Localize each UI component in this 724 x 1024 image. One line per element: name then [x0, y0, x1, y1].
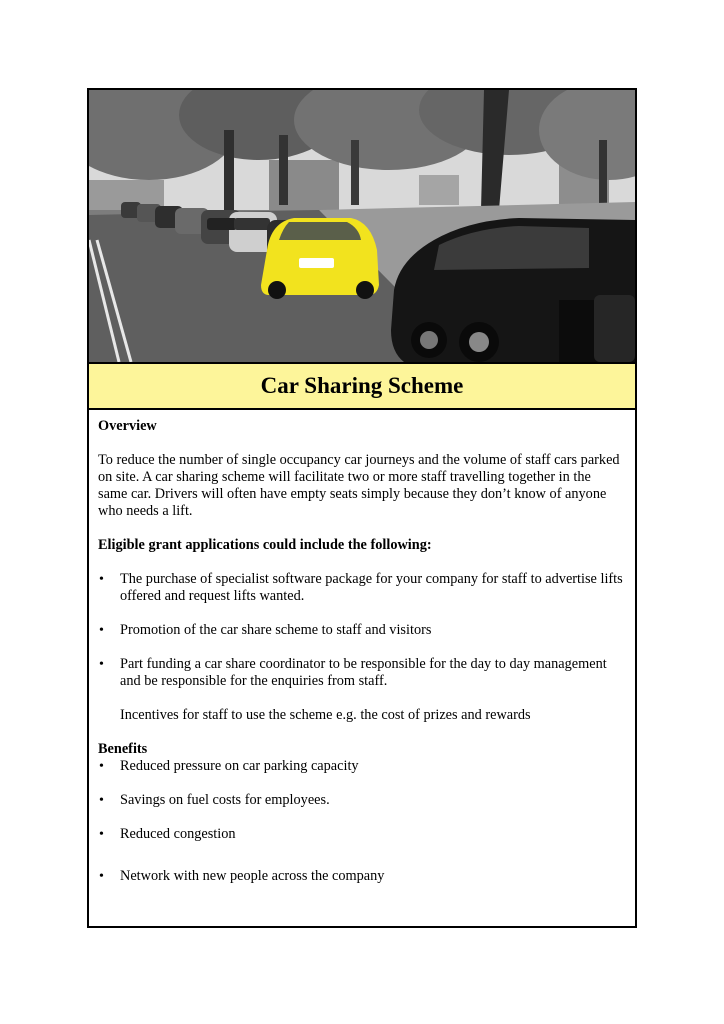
list-item: • Part funding a car share coordinator to be responsible for the day to day management and be responsible for the enquiries from staff. [98, 656, 623, 690]
street-parking-photo [89, 90, 635, 362]
list-item: • Reduced pressure on car parking capacity [98, 758, 623, 775]
eligible-list [98, 571, 623, 690]
page-title: Car Sharing Scheme [260, 373, 464, 398]
benefits-list [98, 758, 623, 885]
document-frame [87, 88, 637, 928]
list-item: • Network with new people across the company [98, 868, 623, 885]
overview-heading: Overview [98, 418, 157, 434]
list-item: • Savings on fuel costs for employees. [98, 792, 623, 809]
overview-body: To reduce the number of single occupancy car journeys and the volume of staff cars parked on site. A car sharing scheme will facilitate two or more staff travelling together in the same car. Drivers will often have empty seats simply because they don’t know of anyone who needs a lift. [98, 452, 620, 519]
list-item: • The purchase of specialist software package for your company for staff to advertise lifts offered and request lifts wanted. [98, 571, 623, 605]
list-item: • Promotion of the car share scheme to staff and visitors [98, 622, 623, 639]
list-item: • Reduced congestion [98, 826, 623, 843]
eligible-extra: Incentives for staff to use the scheme e.g. the cost of prizes and rewards [120, 707, 531, 723]
eligible-heading: Eligible grant applications could include the following: [98, 537, 432, 553]
title-banner [89, 362, 635, 410]
document-content [98, 418, 623, 885]
benefits-heading: Benefits [98, 741, 148, 757]
